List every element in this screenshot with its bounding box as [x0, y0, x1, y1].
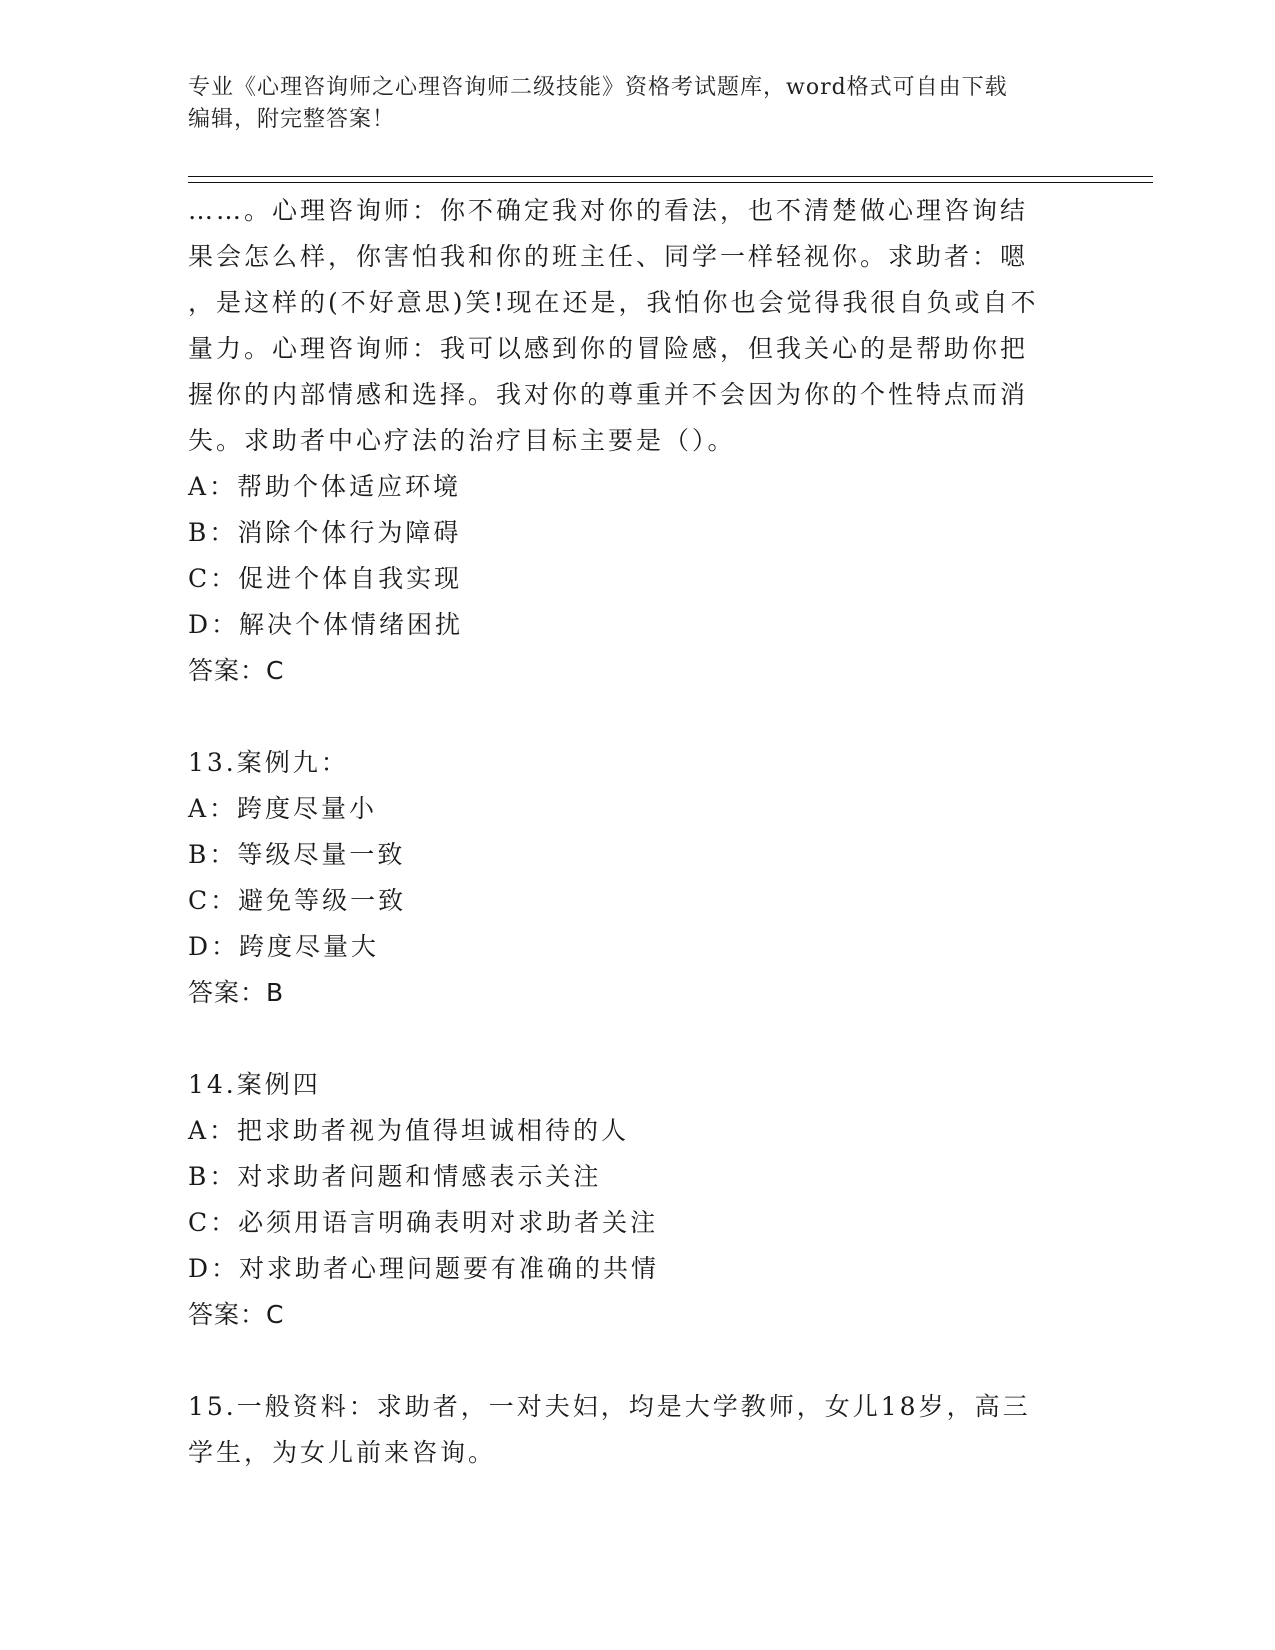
page-header	[188, 72, 1068, 136]
question-13	[188, 740, 1088, 1016]
option-a: A：跨度尽量小	[188, 794, 378, 823]
question-stem	[188, 188, 1088, 464]
header-line-1: 专业《心理咨询师之心理咨询师二级技能》资格考试题库，word格式可自由下载	[188, 75, 1008, 100]
stem-line: 果会怎么样，你害怕我和你的班主任、同学一样轻视你。求助者：嗯	[188, 242, 1029, 271]
question-stem	[188, 1384, 1088, 1476]
question-stem	[188, 1062, 1088, 1108]
question-12	[188, 188, 1088, 694]
stem-line: 15.一般资料：求助者，一对夫妇，均是大学教师，女儿18岁，高三	[188, 1392, 1031, 1421]
stem-line: 学生，为女儿前来咨询。	[188, 1438, 497, 1467]
spacer	[188, 1016, 1088, 1062]
stem-line: ，是这样的(不好意思)笑!现在还是，我怕你也会觉得我很自负或自不	[188, 288, 1039, 317]
spacer	[188, 1338, 1088, 1384]
stem-line: 握你的内部情感和选择。我对你的尊重并不会因为你的个性特点而消	[188, 380, 1029, 409]
option-c: C：促进个体自我实现	[188, 564, 463, 593]
option-d: D：对求助者心理问题要有准确的共情	[188, 1254, 660, 1283]
option-c: C：避免等级一致	[188, 886, 407, 915]
stem-line: ……。心理咨询师：你不确定我对你的看法，也不清楚做心理咨询结	[188, 196, 1029, 225]
stem-line: 13.案例九：	[188, 748, 349, 777]
question-14	[188, 1062, 1088, 1338]
option-b: B：对求助者问题和情感表示关注	[188, 1162, 602, 1191]
header-line-2: 编辑，附完整答案！	[188, 107, 396, 132]
option-a: A：把求助者视为值得坦诚相待的人	[188, 1116, 630, 1145]
spacer	[188, 694, 1088, 740]
option-d: D：跨度尽量大	[188, 932, 380, 961]
header-divider-top	[188, 176, 1153, 177]
option-a: A：帮助个体适应环境	[188, 472, 462, 501]
question-list	[188, 188, 1088, 1476]
question-15	[188, 1384, 1088, 1476]
stem-line: 量力。心理咨询师：我可以感到你的冒险感，但我关心的是帮助你把	[188, 334, 1029, 363]
option-b: B：消除个体行为障碍	[188, 518, 462, 547]
header-divider-bottom	[188, 182, 1153, 183]
answer-line: 答案：C	[188, 1300, 285, 1329]
option-c: C：必须用语言明确表明对求助者关注	[188, 1208, 659, 1237]
option-b: B：等级尽量一致	[188, 840, 406, 869]
stem-line: 失。求助者中心疗法的治疗目标主要是（）。	[188, 426, 736, 455]
answer-line: 答案：C	[188, 656, 285, 685]
answer-line: 答案：B	[188, 978, 285, 1007]
question-stem	[188, 740, 1088, 786]
stem-line: 14.案例四	[188, 1070, 321, 1099]
option-d: D：解决个体情绪困扰	[188, 610, 464, 639]
